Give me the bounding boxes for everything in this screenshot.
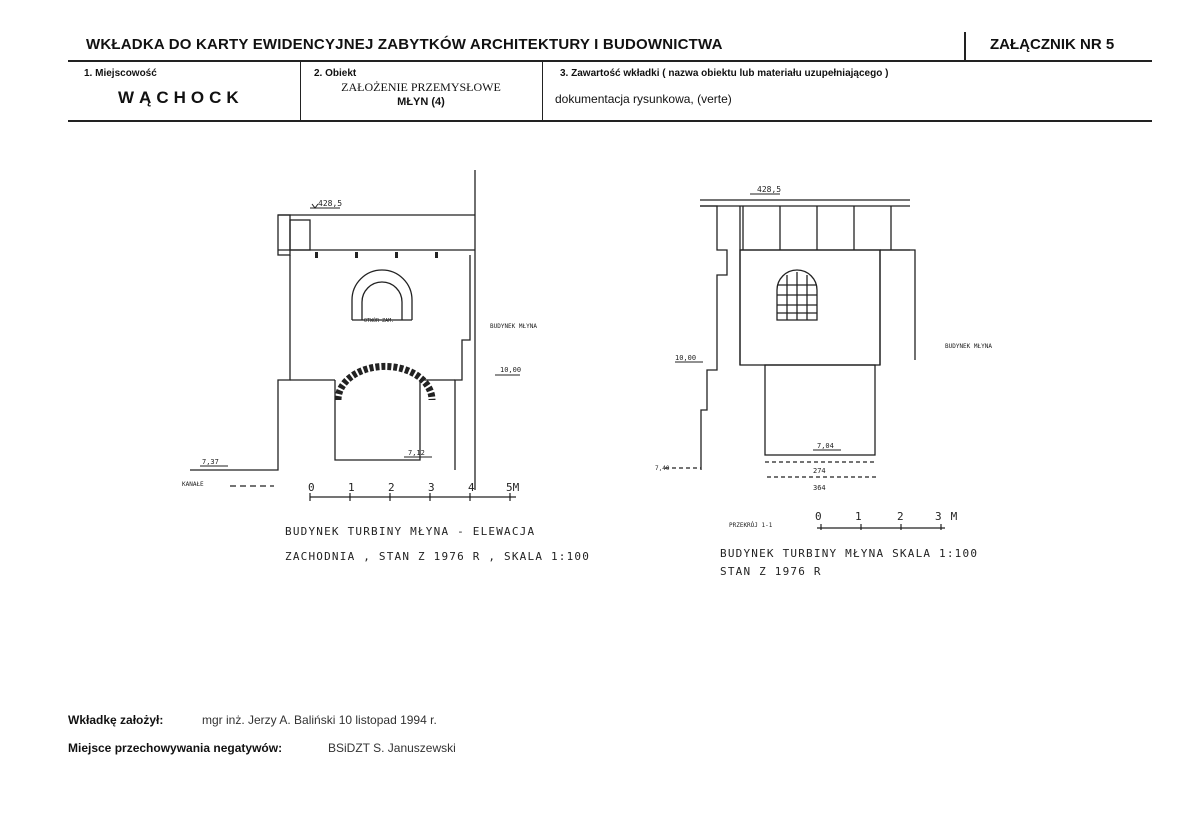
right-level-bottom: 7,04 <box>817 442 834 450</box>
header-top-rule <box>68 60 1152 62</box>
created-by-label: Wkładkę założył: <box>68 713 164 727</box>
annex-number: ZAŁĄCZNIK NR 5 <box>990 36 1115 53</box>
fields-bottom-rule <box>68 120 1152 122</box>
right-caption-line2: STAN Z 1976 R <box>720 565 822 578</box>
left-level-bottom: 7,12 <box>408 449 425 457</box>
left-side-label: BUDYNEK MŁYNA <box>490 323 537 330</box>
left-level-mid: 10,00 <box>500 366 522 374</box>
right-scale-tick-2: 2 <box>897 510 905 523</box>
left-opening-label: OTWÓR ZAM. <box>364 318 395 324</box>
storage-value: BSiDZT S. Januszewski <box>328 741 456 755</box>
left-caption-line2: ZACHODNIA , STAN Z 1976 R , SKALA 1:100 <box>285 550 591 563</box>
left-level-top: 428,5 <box>318 199 343 208</box>
left-scale-tick-5: 5M <box>506 481 520 494</box>
left-level-left: 7,37 <box>202 458 219 466</box>
document-title: WKŁADKA DO KARTY EWIDENCYJNEJ ZABYTKÓW ARCHITEKTURY I BUDOWNICTWA <box>86 36 723 53</box>
right-level-left-low: 7,40 <box>655 465 670 472</box>
right-side-label: BUDYNEK MŁYNA <box>945 343 992 350</box>
object-value-line2: MŁYN (4) <box>397 96 445 108</box>
content-label: 3. Zawartość wkładki ( nazwa obiektu lub materiału uzupełniającego ) <box>560 68 889 79</box>
place-label: 1. Miejscowość <box>84 68 157 79</box>
object-label: 2. Obiekt <box>314 68 357 79</box>
created-by-value: mgr inż. Jerzy A. Baliński 10 listopad 1994 r. <box>202 713 437 727</box>
content-value: dokumentacja rysunkowa, (verte) <box>555 92 732 106</box>
right-scale-tick-3: 3 M <box>935 510 959 523</box>
right-scale-tick-0: 0 <box>815 510 823 523</box>
left-scale-tick-4: 4 <box>468 481 475 494</box>
left-caption-line1: BUDYNEK TURBINY MŁYNA - ELEWACJA <box>285 525 536 538</box>
header-divider <box>964 32 966 60</box>
storage-label: Miejsce przechowywania negatywów: <box>68 741 283 755</box>
field-divider-2 <box>542 62 543 120</box>
left-scale-tick-3: 3 <box>428 481 435 494</box>
right-level-left: 10,00 <box>675 354 697 362</box>
right-dim-outer: 364 <box>813 484 826 492</box>
left-elevation-drawing <box>170 160 590 520</box>
object-value-line1: ZAŁOŻENIE PRZEMYSŁOWE <box>341 80 501 94</box>
right-caption-line1: BUDYNEK TURBINY MŁYNA SKALA 1:100 <box>720 547 979 560</box>
left-scale-tick-0: 0 <box>308 481 315 494</box>
right-section-label: PRZEKRÓJ 1-1 <box>729 522 773 529</box>
field-divider-1 <box>300 62 301 120</box>
left-canal-label: KANAŁE <box>182 481 204 488</box>
left-scale-tick-1: 1 <box>348 481 355 494</box>
left-scale-tick-2: 2 <box>388 481 395 494</box>
right-section-drawing <box>645 170 1025 530</box>
place-value: WĄCHOCK <box>118 88 244 107</box>
right-dim-inner: 274 <box>813 467 826 475</box>
right-level-top: 428,5 <box>757 185 782 194</box>
right-scale-tick-1: 1 <box>855 510 863 523</box>
